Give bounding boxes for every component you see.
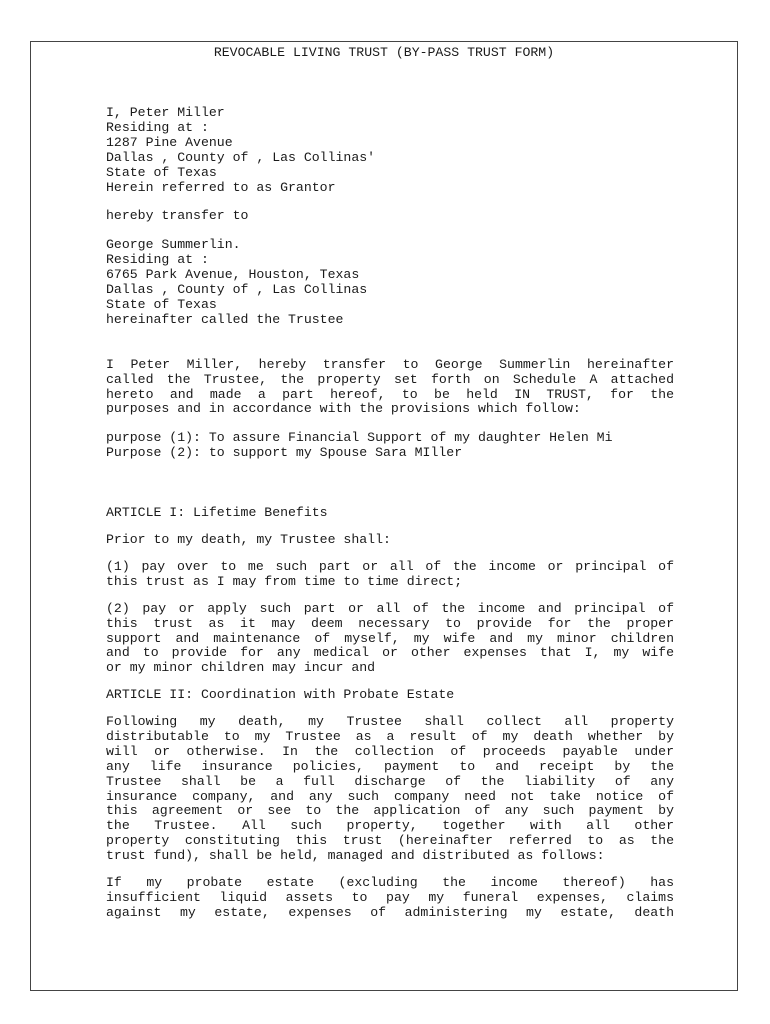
paragraph-line: insurance company, and any such company need not take notice of — [106, 789, 674, 804]
grantor-block — [106, 106, 674, 195]
article-2-heading: ARTICLE II: Coordination with Probate Estate — [106, 687, 455, 703]
paragraph-line: purposes and in accordance with the provisions which follow: — [106, 402, 581, 417]
trustee-block — [106, 238, 674, 327]
paragraph-line: (2) pay or apply such part or all of the income and principal of — [106, 601, 674, 616]
grantor-street: 1287 Pine Avenue — [106, 134, 233, 150]
paragraph-line: If my probate estate (excluding the income thereof) has — [106, 876, 674, 891]
intro-paragraph — [106, 358, 674, 418]
purpose-line: Purpose (2): to support my Spouse Sara MIller — [106, 445, 463, 461]
trustee-role: hereinafter called the Trustee — [106, 311, 344, 327]
document-title: REVOCABLE LIVING TRUST (BY-PASS TRUST FORM) — [213, 45, 555, 60]
article-1-item-1 — [106, 560, 674, 590]
article-1-item-2 — [106, 602, 674, 676]
paragraph-line: Following my death, my Trustee shall collect all property — [106, 715, 674, 730]
paragraph-line: called the Trustee, the property set forth on Schedule A attached — [106, 372, 674, 387]
trustee-residing-label: Residing at : — [106, 252, 209, 268]
paragraph-line: hereto and made a part hereof, to be held IN TRUST, for the — [106, 387, 674, 402]
paragraph-line: I Peter Miller, hereby transfer to George Summerlin hereinafter — [106, 357, 674, 372]
article-2-paragraph-2 — [106, 876, 674, 921]
paragraph-line: or my minor children may incur and — [106, 661, 376, 676]
transfer-line: hereby transfer to — [106, 208, 249, 224]
paragraph-line: this trust as I may from time to time direct; — [106, 574, 463, 589]
grantor-city-county: Dallas , County of , Las Collinas' — [106, 149, 376, 165]
trustee-name-line: George Summerlin. — [106, 237, 241, 253]
trustee-street: 6765 Park Avenue, Houston, Texas — [106, 267, 360, 283]
document-body — [106, 106, 674, 921]
paragraph-line: distributable to my Trustee as a result of my death whether by — [106, 730, 674, 744]
paragraph-line: this agreement or see to the application of any such payment by — [106, 804, 674, 819]
article-1-heading: ARTICLE I: Lifetime Benefits — [106, 505, 328, 521]
article-1-prior: Prior to my death, my Trustee shall: — [106, 532, 391, 548]
paragraph-line: will or otherwise. In the collection of proceeds payable under — [106, 744, 674, 759]
paragraph-line: this trust as it may deem necessary to provide for the proper — [106, 616, 674, 631]
paragraph-line: insufficient liquid assets to pay my funeral expenses, claims — [106, 890, 674, 905]
paragraph-line: and to provide for any medical or other expenses that I, my wife — [106, 646, 674, 661]
document-page — [30, 41, 738, 991]
purposes-block — [106, 431, 674, 461]
paragraph-line: support and maintenance of myself, my wife and my minor children — [106, 631, 674, 646]
trustee-state: State of Texas — [106, 296, 217, 312]
paragraph-line: property constituting this trust (hereinafter referred to as the — [106, 834, 674, 849]
paragraph-line: any life insurance policies, payment to and receipt by the — [106, 759, 674, 774]
paragraph-line: (1) pay over to me such part or all of the income or principal of — [106, 559, 674, 574]
purpose-line: purpose (1): To assure Financial Support of my daughter Helen Mi — [106, 430, 613, 446]
paragraph-line: Trustee shall be a full discharge of the liability of any — [106, 774, 674, 789]
paragraph-line: trust fund), shall be held, managed and distributed as follows: — [106, 849, 605, 864]
trustee-city-county: Dallas , County of , Las Collinas — [106, 282, 368, 298]
grantor-state: State of Texas — [106, 164, 217, 180]
grantor-name-line: I, Peter Miller — [106, 105, 225, 120]
grantor-role: Herein referred to as Grantor — [106, 179, 336, 195]
grantor-residing-label: Residing at : — [106, 119, 209, 135]
paragraph-line: the Trustee. All such property, together with all other — [106, 819, 674, 834]
paragraph-line: against my estate, expenses of administering my estate, death — [106, 905, 674, 920]
article-2-paragraph-1 — [106, 715, 674, 864]
